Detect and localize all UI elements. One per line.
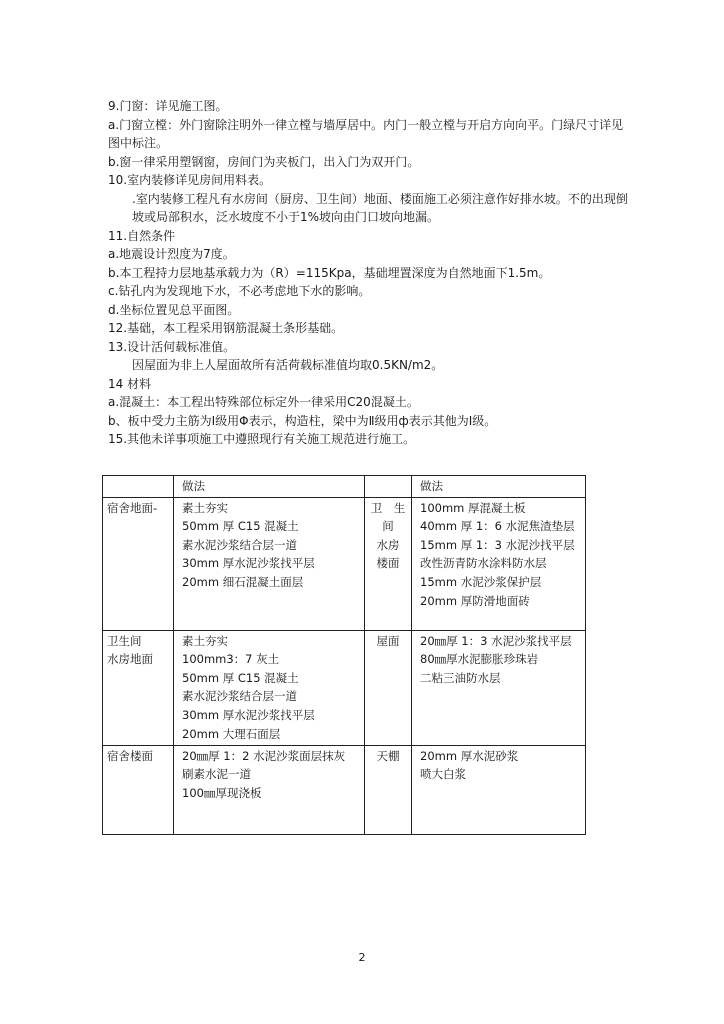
list-item: 100mm 厚混凝土板 xyxy=(420,500,526,515)
list-item: 30mm 厚水泥沙浆找平层 xyxy=(182,707,315,722)
row2-name-right: 屋面 xyxy=(365,630,412,745)
list-item: 喷大白浆 xyxy=(420,767,466,782)
list-item: 素水泥沙浆结合层一道 xyxy=(182,537,297,552)
row1-name-right xyxy=(365,497,412,630)
row1-items-left xyxy=(174,497,365,630)
list-item: 改性沥青防水涂料防水层 xyxy=(420,556,547,571)
list-item: 30mm 厚水泥沙浆找平层 xyxy=(182,556,315,571)
table-row xyxy=(103,497,586,630)
text-line-14b: b、板中受力主筋为Ⅰ级用Φ表示，构造柱，梁中为Ⅱ级用ф表示其他为Ⅰ级。 xyxy=(108,413,497,428)
list-item: 20㎜厚 1：3 水泥沙浆找平层 xyxy=(420,633,572,648)
document-body xyxy=(108,97,628,449)
text-line-15: 15.其他未详事项施工中遵照现行有关施工规范进行施工。 xyxy=(108,432,416,446)
list-item: 100㎜厚现浇板 xyxy=(182,785,262,800)
text-line-9a: a.门窗立樘：外门窗除注明外一律立樘与墙厚居中。内门一般立樘与开启方向向平。门绿尺寸详见图中标注。 xyxy=(108,117,624,150)
text-line-11d: d.坐标位置见总平面图。 xyxy=(108,302,240,317)
list-item: 80㎜厚水泥膨胀珍珠岩 xyxy=(420,652,539,667)
list-item: 15mm 水泥沙浆保护层 xyxy=(420,574,542,589)
row1-name-left: 宿舍地面- xyxy=(103,497,174,630)
row2-items-left xyxy=(174,630,365,745)
list-item: 素水泥沙浆结合层一道 xyxy=(182,689,297,704)
text-line-11: 11.自然条件 xyxy=(108,228,176,243)
row3-items-right xyxy=(412,745,586,834)
text-line-10: 10.室内装修详见房间用料表。 xyxy=(108,173,272,187)
list-item: 刷素水泥一道 xyxy=(182,767,251,782)
name-part: 楼面 xyxy=(376,556,400,571)
text-line-13-detail: 因屋面为非上人屋面故所有活荷载标准值均取0.5KN/m2。 xyxy=(132,358,444,372)
text-line-14: 14 材料 xyxy=(108,376,152,391)
table-header-row xyxy=(103,476,586,498)
row3-name-left: 宿舍楼面 xyxy=(103,745,174,834)
list-item: 50mm 厚 C15 混凝土 xyxy=(182,670,299,685)
name-part: 卫生间 xyxy=(107,633,142,648)
list-item: 15mm 厚 1：3 水泥沙找平层 xyxy=(420,537,575,552)
name-part: 卫 生 xyxy=(370,500,406,515)
header-blank-2 xyxy=(365,476,412,498)
list-item: 100mm3：7 灰土 xyxy=(182,652,280,667)
text-line-11b: b.本工程持力层地基承载力为（R）=115Kpa，基础埋置深度为自然地面下1.5m。 xyxy=(108,265,551,280)
list-item: 素土夯实 xyxy=(182,633,228,648)
name-part: 间 xyxy=(382,519,394,534)
header-method-right: 做法 xyxy=(412,476,586,498)
list-item: 素土夯实 xyxy=(182,500,228,515)
list-item: 二粘三油防水层 xyxy=(420,670,501,685)
text-line-12: 12.基础，本工程采用钢筋混凝土条形基础。 xyxy=(108,321,344,335)
list-item: 20mm 厚防滑地面砖 xyxy=(420,593,530,608)
name-part: 水房地面 xyxy=(107,652,153,667)
list-item: 20mm 厚水泥砂浆 xyxy=(420,748,519,763)
row3-items-left xyxy=(174,745,365,834)
row1-items-right xyxy=(412,497,586,630)
text-line-11c: c.钻孔内为发现地下水，不必考虑地下水的影响。 xyxy=(108,284,371,298)
text-line-13: 13.设计活何载标准值。 xyxy=(108,339,236,354)
text-line-14a: a.混凝土：本工程出特殊部位标定外一律采用C20混凝土。 xyxy=(108,395,419,409)
header-method-left: 做法 xyxy=(174,476,365,498)
name-part: 水房 xyxy=(376,537,400,552)
page-number: 2 xyxy=(358,951,366,964)
text-line-10-detail: .室内装修工程凡有水房间（厨房、卫生间）地面、楼面施工必须注意作好排水坡。不的出现倒坡或局部积水，泛水坡度不小于1%坡向由门口坡向地漏。 xyxy=(132,191,628,224)
table-row xyxy=(103,745,586,834)
list-item: 40mm 厚 1：6 水泥焦渣垫层 xyxy=(420,519,575,534)
text-line-9: 9.门窗：详见施工图。 xyxy=(108,99,228,113)
finish-schedule-table xyxy=(102,475,586,835)
row3-name-right: 天棚 xyxy=(365,745,412,834)
row2-items-right xyxy=(412,630,586,745)
text-line-11a: a.地震设计烈度为7度。 xyxy=(108,247,235,261)
header-blank-1 xyxy=(103,476,174,498)
list-item: 20mm 细石混凝土面层 xyxy=(182,574,304,589)
text-line-9b: b.窗一律采用塑钢窗，房间门为夹板门，出入门为双开门。 xyxy=(108,154,420,169)
list-item: 50mm 厚 C15 混凝土 xyxy=(182,519,299,534)
list-item: 20㎜厚 1：2 水泥沙浆面层抹灰 xyxy=(182,748,346,763)
list-item: 20mm 大理石面层 xyxy=(182,726,281,741)
row2-name-left xyxy=(103,630,174,745)
table-row xyxy=(103,630,586,745)
